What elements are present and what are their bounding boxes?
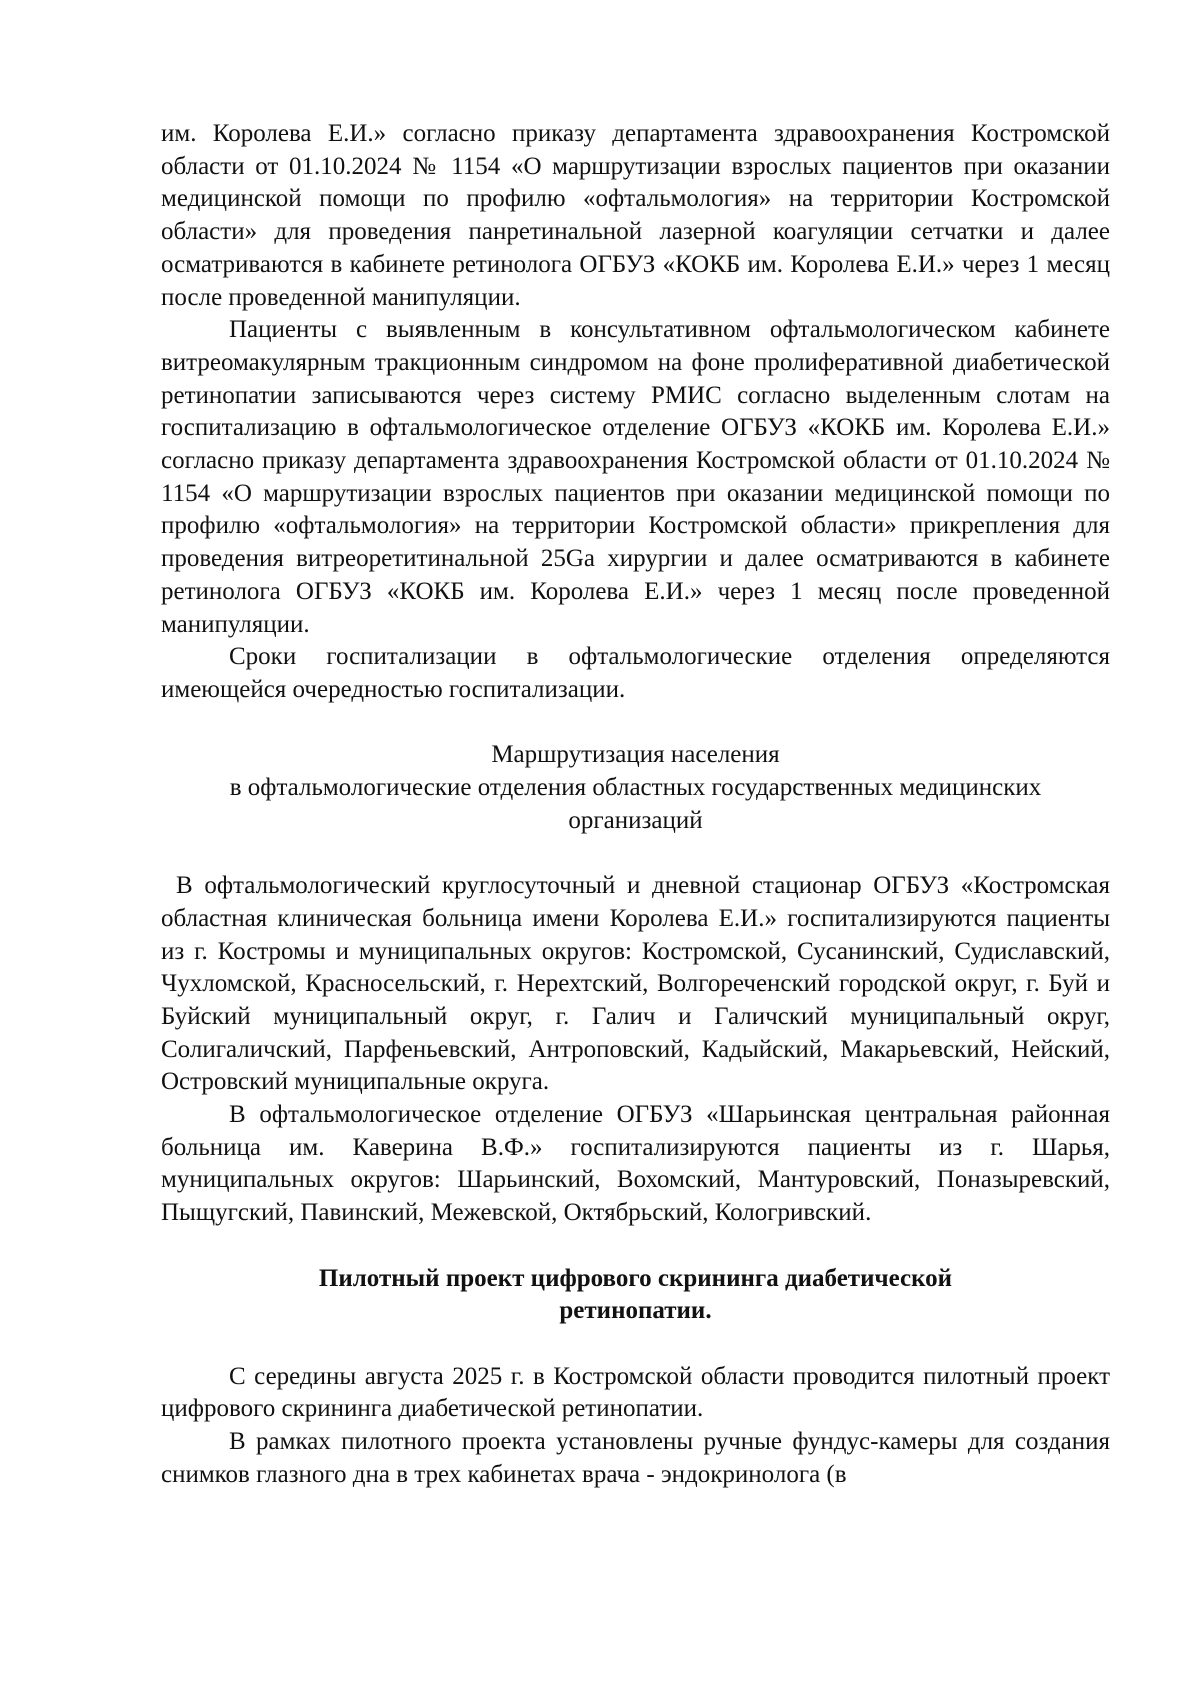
section-title-pilot-line2: ретинопатии. [559,1297,712,1325]
paragraph-routing-laser: им. Королева Е.И.» согласно приказу департамента здравоохранения Костромской области от 01.10.2024 № 1154 «О маршрутизации взрослых пациентов при оказании медицинской помощи по профилю «офтальмология» на территории Костромской области» для проведения панретинальной лазерной коагуляции сетчатки и далее осматриваются в кабинете ретинолога ОГБУЗ «КОКБ им. Королева Е.И.» через 1 месяц после проведенной манипуляции. [161,120,1110,311]
spacer [161,837,1110,870]
paragraph-hospitalization-terms: Сроки госпитализации в офтальмологические отделения определяются имеющейся очередностью госпитализации. [161,643,1110,703]
section-title-pilot-line1: Пилотный проект цифрового скрининга диабетической [318,1264,953,1292]
document-body [161,118,1110,1491]
paragraph-sharya-hospitalization: В офтальмологическое отделение ОГБУЗ «Шарьинская центральная районная больница им. Каверина В.Ф.» госпитализируются пациенты из г. Шарья, муниципальных округов: Шарьинский, Вохомский, Мантуровский, Поназыревский, Пыщугский, Павинский, Межевской, Октябрьский, Кологривский. [161,1101,1110,1227]
paragraph-pilot-start: С середины августа 2025 г. в Костромской области проводится пилотный проект цифрового скрининга диабетической ретинопатии. [161,1362,1110,1423]
spacer [161,1230,1110,1263]
paragraph-pilot-cameras: В рамках пилотного проекта установлены ручные фундус-камеры для создания снимков глазного дна в трех кабинетах врача - эндокринолога (в [161,1428,1110,1488]
section-title-routing [161,739,1110,837]
section-title-routing-line1: Маршрутизация населения [491,741,780,769]
section-title-routing-line2: в офтальмологические отделения областных государственных медицинских [229,774,1042,802]
spacer [161,707,1110,740]
spacer [161,1328,1110,1361]
section-title-pilot [161,1263,1110,1328]
paragraph-vitreomacular: Пациенты с выявленным в консультативном офтальмологическом кабинете витреомакулярным тракционным синдромом на фоне пролиферативной диабетической ретинопатии записываются через систему РМИС согласно выделенным слотам на госпитализацию в офтальмологическое отделение ОГБУЗ «КОКБ им. Королева Е.И.» согласно приказу департамента здравоохранения Костромской области от 01.10.2024 № 1154 «О маршрутизации взрослых пациентов при оказании медицинской помощи по профилю «офтальмология» на территории Костромской области» прикрепления для проведения витреоретитинальной 25Ga хирургии и далее осматриваются в кабинете ретинолога ОГБУЗ «КОКБ им. Королева Е.И.» через 1 месяц после проведенной манипуляции. [161,316,1110,638]
section-title-routing-line3: организаций [568,806,703,834]
paragraph-kokb-hospitalization: В офтальмологический круглосуточный и дневной стационар ОГБУЗ «Костромская областная клиническая больница имени Королева Е.И.» госпитализируются пациенты из г. Костромы и муниципальных округов: Костромской, Сусанинский, Судиславский, Чухломской, Красносельский, г. Нерехтский, Волгореченский городской округ, г. Буй и Буйский муниципальный округ, г. Галич и Галичский муниципальный округ, Солигаличский, Парфеньевский, Антроповский, Кадыйский, Макарьевский, Нейский, Островский муниципальные округа. [161,872,1110,1096]
